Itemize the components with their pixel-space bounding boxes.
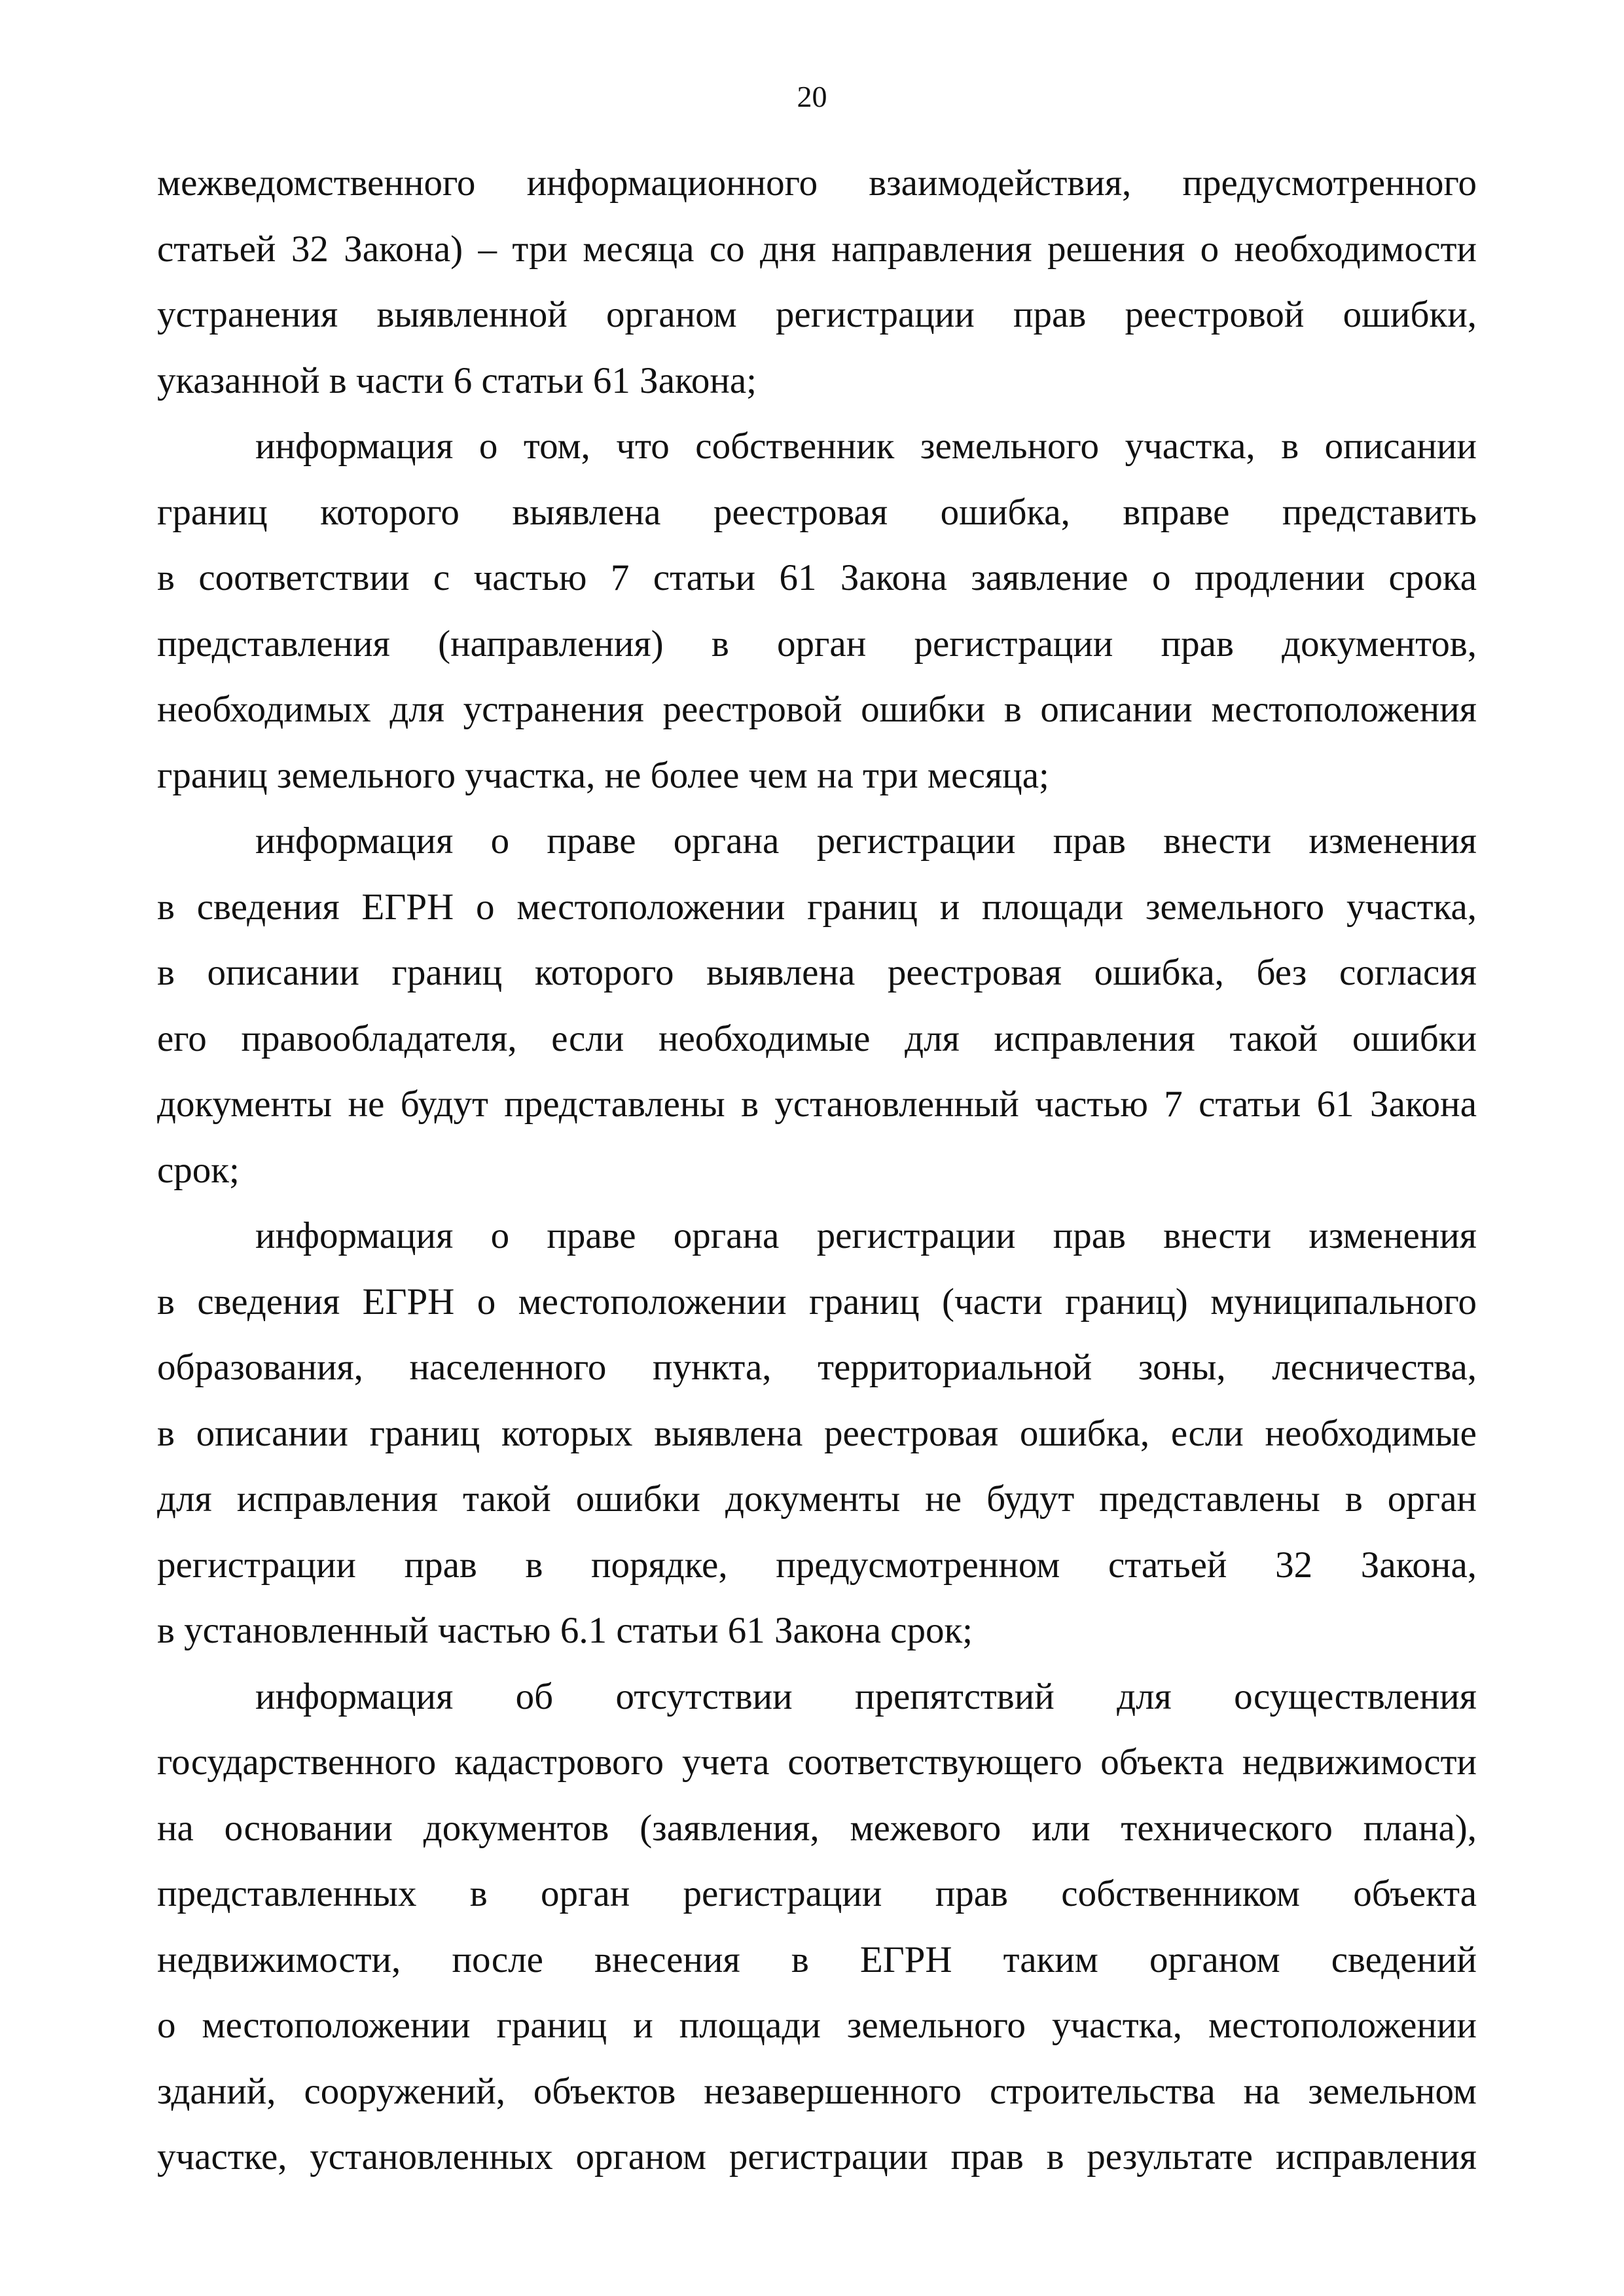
text-line: государственного кадастрового учета соответствующего объекта недвижимости [157, 1741, 1477, 1783]
text-line: информация об отсутствии препятствий для осуществления [255, 1675, 1477, 1717]
text-line: образования, населенного пункта, территориальной зоны, лесничества, [157, 1347, 1477, 1388]
text-line: статьей 32 Закона) – три месяца со дня направления решения о необходимости [157, 228, 1477, 270]
page-number: 20 [797, 80, 827, 113]
text-line: границ которого выявлена реестровая ошибка, вправе представить [157, 491, 1477, 533]
text-line: информация о праве органа регистрации прав внести изменения [255, 1215, 1477, 1256]
text-line: информация о праве органа регистрации прав внести изменения [255, 820, 1477, 862]
text-line: в соответствии с частью 7 статьи 61 Закона заявление о продлении срока [157, 557, 1477, 598]
text-line: для исправления такой ошибки документы не будут представлены в орган [157, 1478, 1477, 1520]
text-line: информация о том, что собственник земельного участка, в описании [255, 426, 1477, 467]
text-line: зданий, сооружений, объектов незавершенного строительства на земельном [157, 2070, 1477, 2112]
text-line: в сведения ЕГРН о местоположении границ и площади земельного участка, [157, 886, 1477, 928]
text-line: представления (направления) в орган регистрации прав документов, [157, 623, 1477, 665]
text-line: документы не будут представлены в установленный частью 7 статьи 61 Закона [157, 1084, 1477, 1125]
text-line: в сведения ЕГРН о местоположении границ (части границ) муниципального [157, 1281, 1477, 1322]
text-line: необходимых для устранения реестровой ошибки в описании местоположения [157, 689, 1477, 730]
text-line: регистрации прав в порядке, предусмотренном статьей 32 Закона, [157, 1544, 1477, 1586]
text-line: на основании документов (заявления, межевого или технического плана), [157, 1807, 1477, 1849]
text-line: указанной в части 6 статьи 61 Закона; [157, 359, 757, 401]
text-line: срок; [157, 1149, 240, 1191]
text-line: представленных в орган регистрации прав собственником объекта [157, 1873, 1477, 1914]
text-line: о местоположении границ и площади земельного участка, местоположении [157, 2005, 1477, 2046]
text-line: границ земельного участка, не более чем на три месяца; [157, 754, 1049, 796]
text-line: устранения выявленной органом регистрации прав реестровой ошибки, [157, 294, 1477, 335]
text-line: в описании границ которого выявлена реестровая ошибка, без согласия [157, 952, 1477, 993]
text-line: недвижимости, после внесения в ЕГРН таким органом сведений [157, 1939, 1477, 1980]
body-text [157, 151, 1477, 2191]
text-line: его правообладателя, если необходимые для исправления такой ошибки [157, 1017, 1477, 1059]
text-line: в установленный частью 6.1 статьи 61 Закона срок; [157, 1610, 973, 1651]
text-line: участке, установленных органом регистрации прав в результате исправления [157, 2136, 1477, 2178]
text-line: межведомственного информационного взаимодействия, предусмотренного [157, 162, 1477, 204]
text-line: в описании границ которых выявлена реестровая ошибка, если необходимые [157, 1412, 1477, 1454]
